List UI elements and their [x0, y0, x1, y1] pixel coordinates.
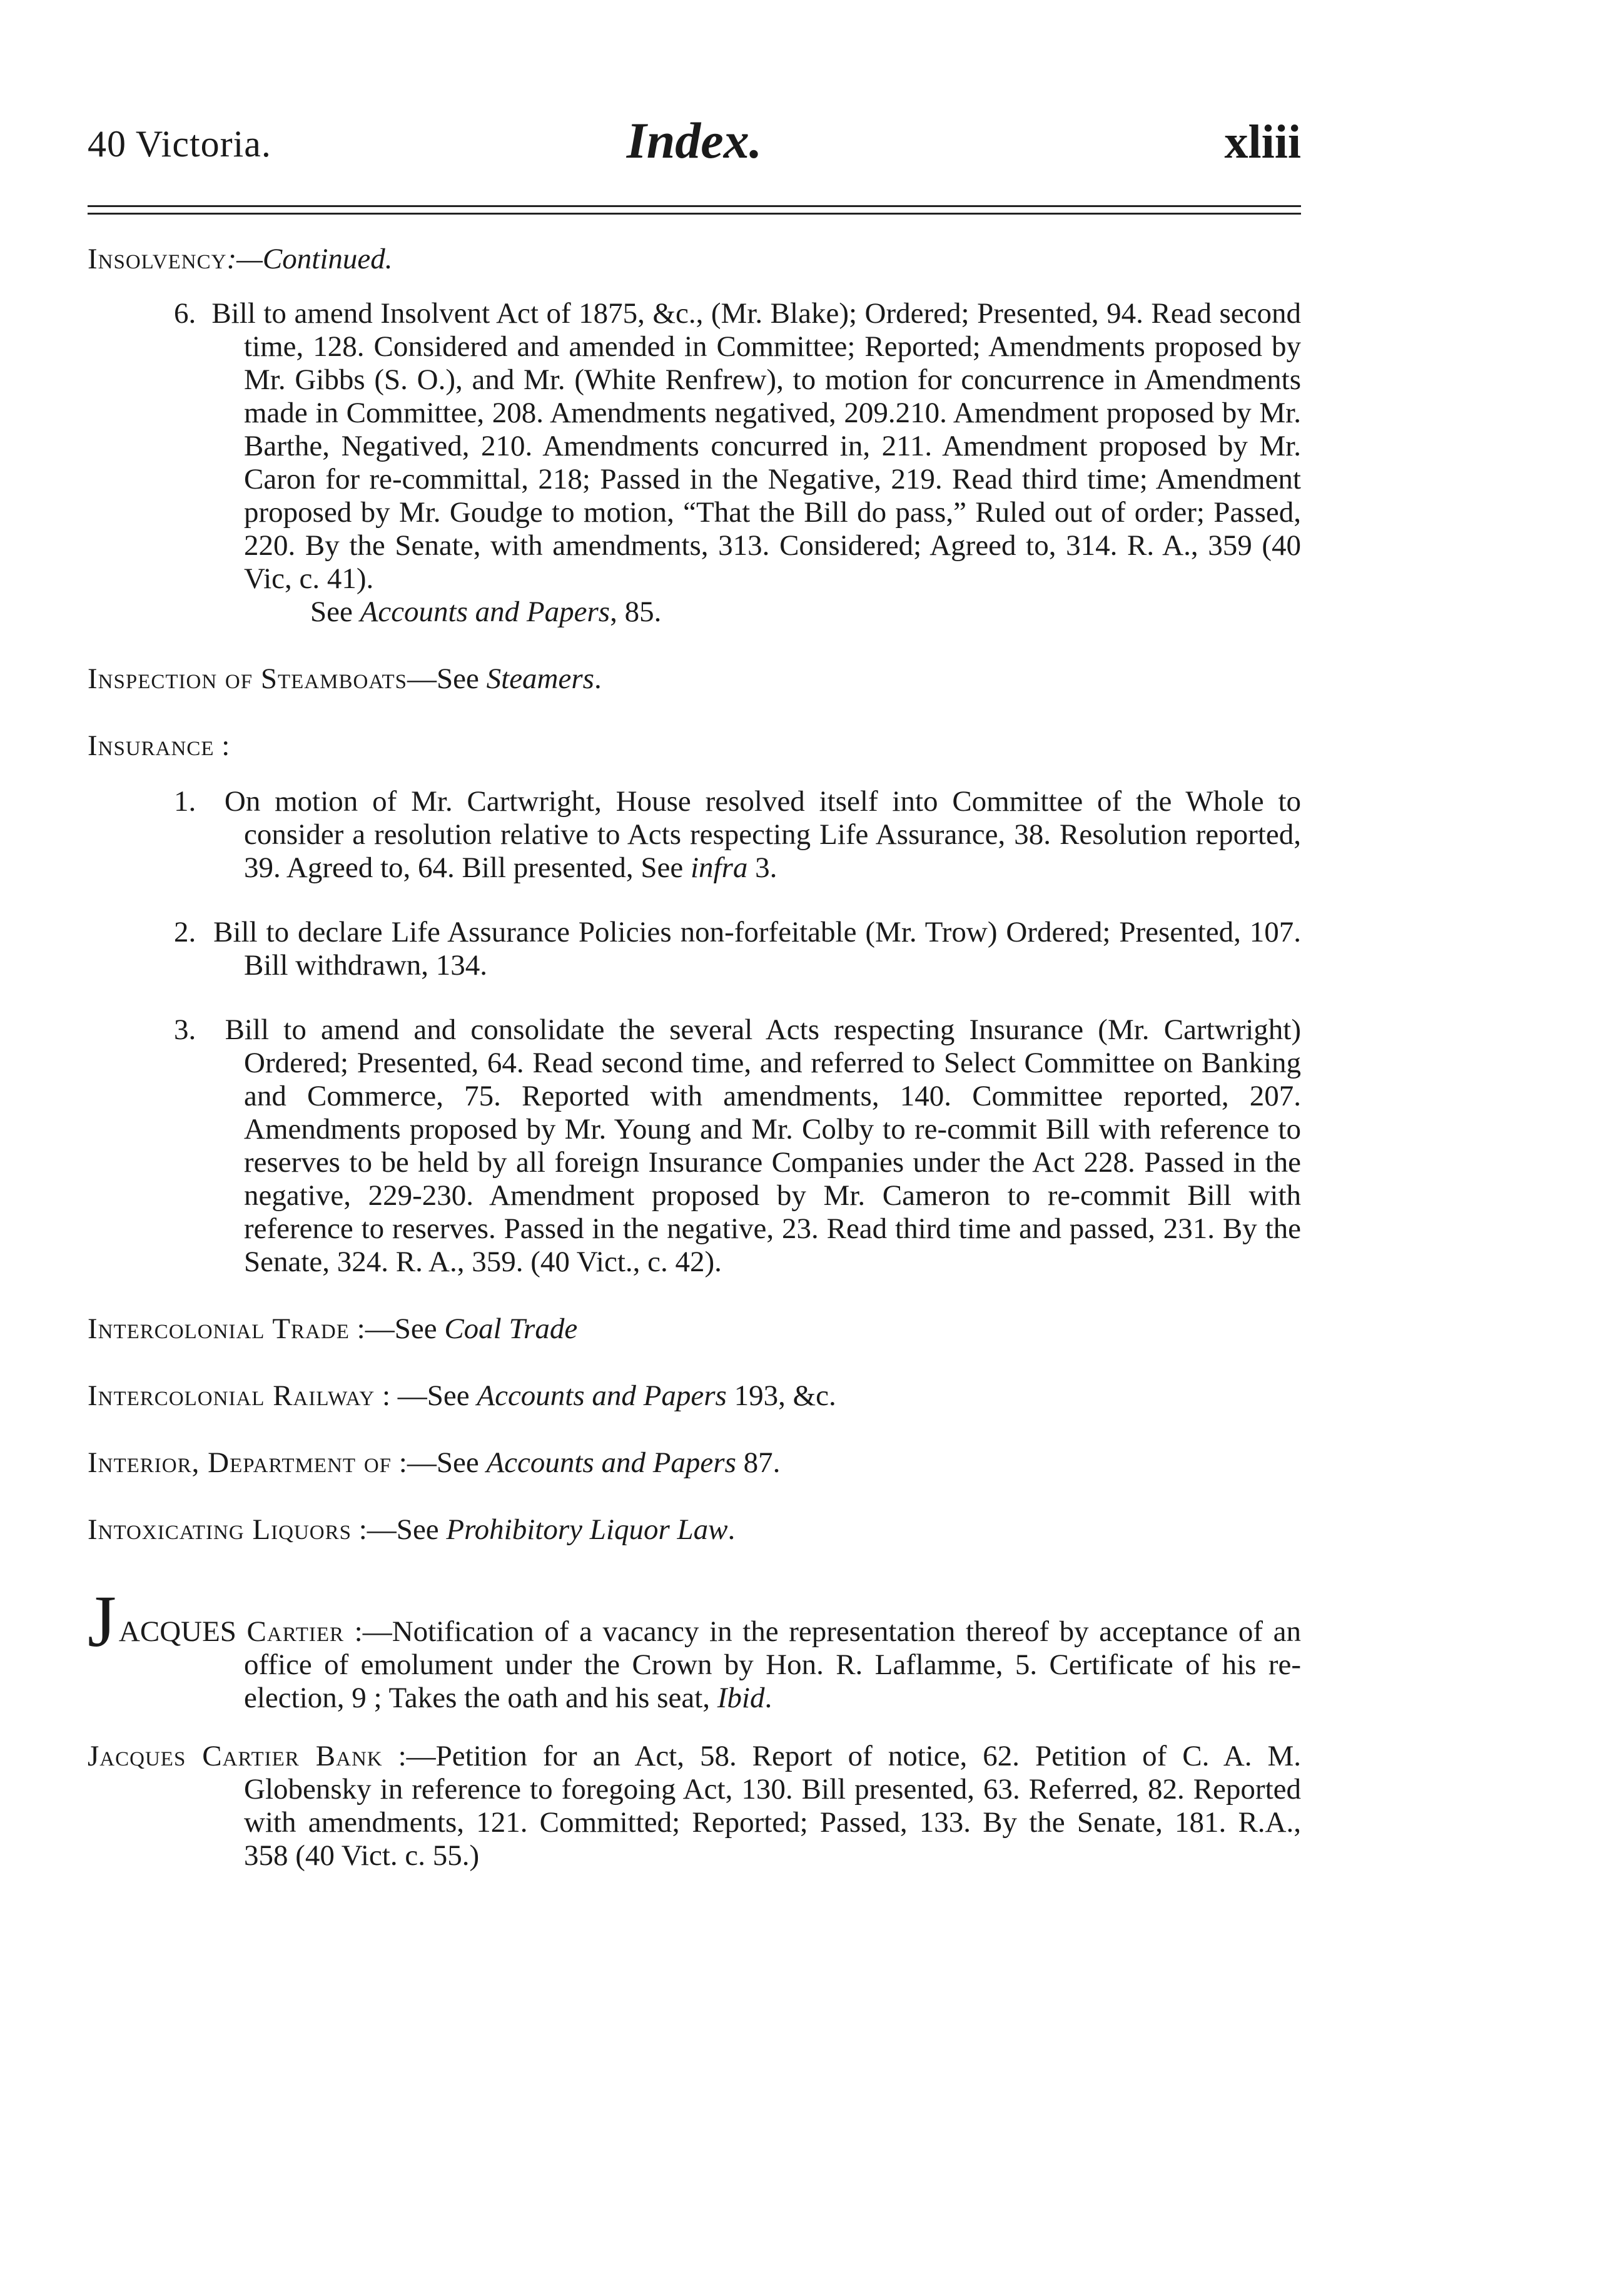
item-number: 1. [174, 785, 196, 818]
entry-inspection-of-steamboats [88, 663, 1301, 696]
item-text: Bill to amend Insolvent Act of 1875, &c., (Mr. Blake); Ordered; Presented, 94. Read second time, 128. Considered and amended in Committee; Reported; Amendments proposed by Mr. Gibbs (S. O.), and Mr. (White Renfrew), to motion for concurrence in Amendments made in Committee, 208. Amendments negatived, 209.210. Amendment proposed by Mr. Barthe, Negatived, 210. Amendments concurred in, 211. Amendment proposed by Mr. Caron for re-committal, 218; Passed in the Negative, 219. Read third time; Amendment proposed by Mr. Goudge to motion, “That the Bill do pass,” Ruled out of order; Passed, 220. By the Senate, with amendments, 313. Considered; Agreed to, 314. R. A., 359 (40 Vic, c. 41). [211, 297, 1301, 595]
entry-heading: Intoxicating Liquors [88, 1513, 352, 1546]
cross-reference: Accounts and Papers [477, 1379, 727, 1412]
continued-label: :—Continued. [226, 243, 393, 275]
see-prefix: : —See [375, 1379, 477, 1412]
entry-insurance [88, 729, 1301, 763]
see-prefix: See [310, 596, 360, 628]
entry-heading: Inspection of Steamboats [88, 663, 408, 695]
entry-text: :—Petition for an Act, 58. Report of notice, 62. Petition of C. A. M. Globensky in reference to foregoing Act, 130. Bill presented, 63. Referred, 82. Reported with amendments, 121. Committed; Reported; Passed, 133. By the Senate, 181. R.A., 358 (40 Vict. c. 55.) [244, 1740, 1301, 1872]
cross-reference: Coal Trade [444, 1313, 578, 1345]
volume-label: 40 Victoria. [88, 123, 271, 165]
entry-heading: Cartier [246, 1615, 345, 1648]
entry-intoxicating-liquors [88, 1513, 1301, 1547]
item-suffix: 3. [747, 851, 777, 884]
entry-intercolonial-trade [88, 1313, 1301, 1346]
entry-heading: Interior, Department of [88, 1446, 392, 1479]
list-item [88, 297, 1301, 596]
item-text: On motion of Mr. Cartwright, House resolved itself into Committee of the Whole to consider a resolution relative to Acts respecting Life Assurance, 38. Resolution reported, 39. Agreed to, 64. Bill presented, See [224, 785, 1301, 884]
item-number: 3. [174, 1013, 196, 1046]
list-item [88, 916, 1301, 982]
see-also [88, 596, 1301, 629]
see-suffix: . [594, 663, 602, 695]
see-suffix: . [727, 1513, 736, 1546]
entry-jacques-cartier-bank [88, 1740, 1301, 1872]
see-suffix: , 85. [610, 596, 662, 628]
item-number: 6. [174, 297, 196, 330]
entry-heading: Jacques Cartier Bank [88, 1740, 383, 1772]
page-number: xliii [1224, 116, 1301, 168]
running-head [88, 111, 1301, 186]
see-suffix: 193, &c. [726, 1379, 836, 1412]
entry-heading: Insolvency [88, 243, 227, 275]
entry-heading-first: ACQUES [118, 1615, 247, 1648]
drop-cap: J [88, 1580, 116, 1662]
entry-insolvency [88, 243, 1301, 276]
see-prefix: :—See [349, 1313, 445, 1345]
item-text: Bill to amend and consolidate the several Acts respecting Insurance (Mr. Cartwright) Ordered; Presented, 64. Read second time, and referred to Select Committee on Banking and Commerce, 75. Reported with amendments, 140. Committee reported, 207. Amendments proposed by Mr. Young and Mr. Colby to re-commit Bill with reference to reserves to be held by all foreign Insurance Companies under the Act 228. Passed in the negative, 229-230. Amendment proposed by Mr. Cameron to re-commit Bill with reference to reserves. Passed in the negative, 23. Read third time and passed, 231. By the Senate, 324. R. A., 359. (40 Vict., c. 42). [225, 1013, 1301, 1278]
see-prefix: —See [407, 663, 487, 695]
see-suffix: 87. [736, 1446, 781, 1479]
heading-colon: : [214, 729, 230, 762]
list-item [88, 785, 1301, 885]
header-rule-bottom [88, 213, 1301, 215]
entry-heading: Insurance [88, 729, 215, 762]
see-prefix: :—See [352, 1513, 447, 1546]
entry-heading: Intercolonial Trade [88, 1313, 350, 1345]
cross-reference: Prohibitory Liquor Law [446, 1513, 728, 1546]
entry-text: :—Notification of a vacancy in the representation thereof by acceptance of an office of emolument under the Crown by Hon. R. Laflamme, 5. Certificate of his re-election, 9 ; Takes the oath and his seat, [244, 1615, 1301, 1714]
entry-jacques-cartier [88, 1580, 1301, 1715]
entry-heading: Intercolonial Railway [88, 1379, 375, 1412]
page-title: Index. [626, 112, 762, 169]
item-number: 2. [174, 916, 196, 948]
cross-reference: Accounts and Papers [486, 1446, 736, 1479]
cross-reference: Ibid [717, 1682, 765, 1714]
item-text: Bill to declare Life Assurance Policies non-forfeitable (Mr. Trow) Ordered; Presented, 107. Bill withdrawn, 134. [213, 916, 1301, 982]
cross-reference: infra [691, 851, 748, 884]
entry-intercolonial-railway [88, 1379, 1301, 1413]
list-item [88, 1013, 1301, 1279]
index-body [88, 243, 1301, 1872]
cross-reference: Steamers [486, 663, 594, 695]
header-rule-top [88, 205, 1301, 207]
see-suffix: . [764, 1682, 772, 1714]
see-prefix: :—See [392, 1446, 487, 1479]
entry-interior-department [88, 1446, 1301, 1480]
cross-reference: Accounts and Papers [360, 596, 610, 628]
